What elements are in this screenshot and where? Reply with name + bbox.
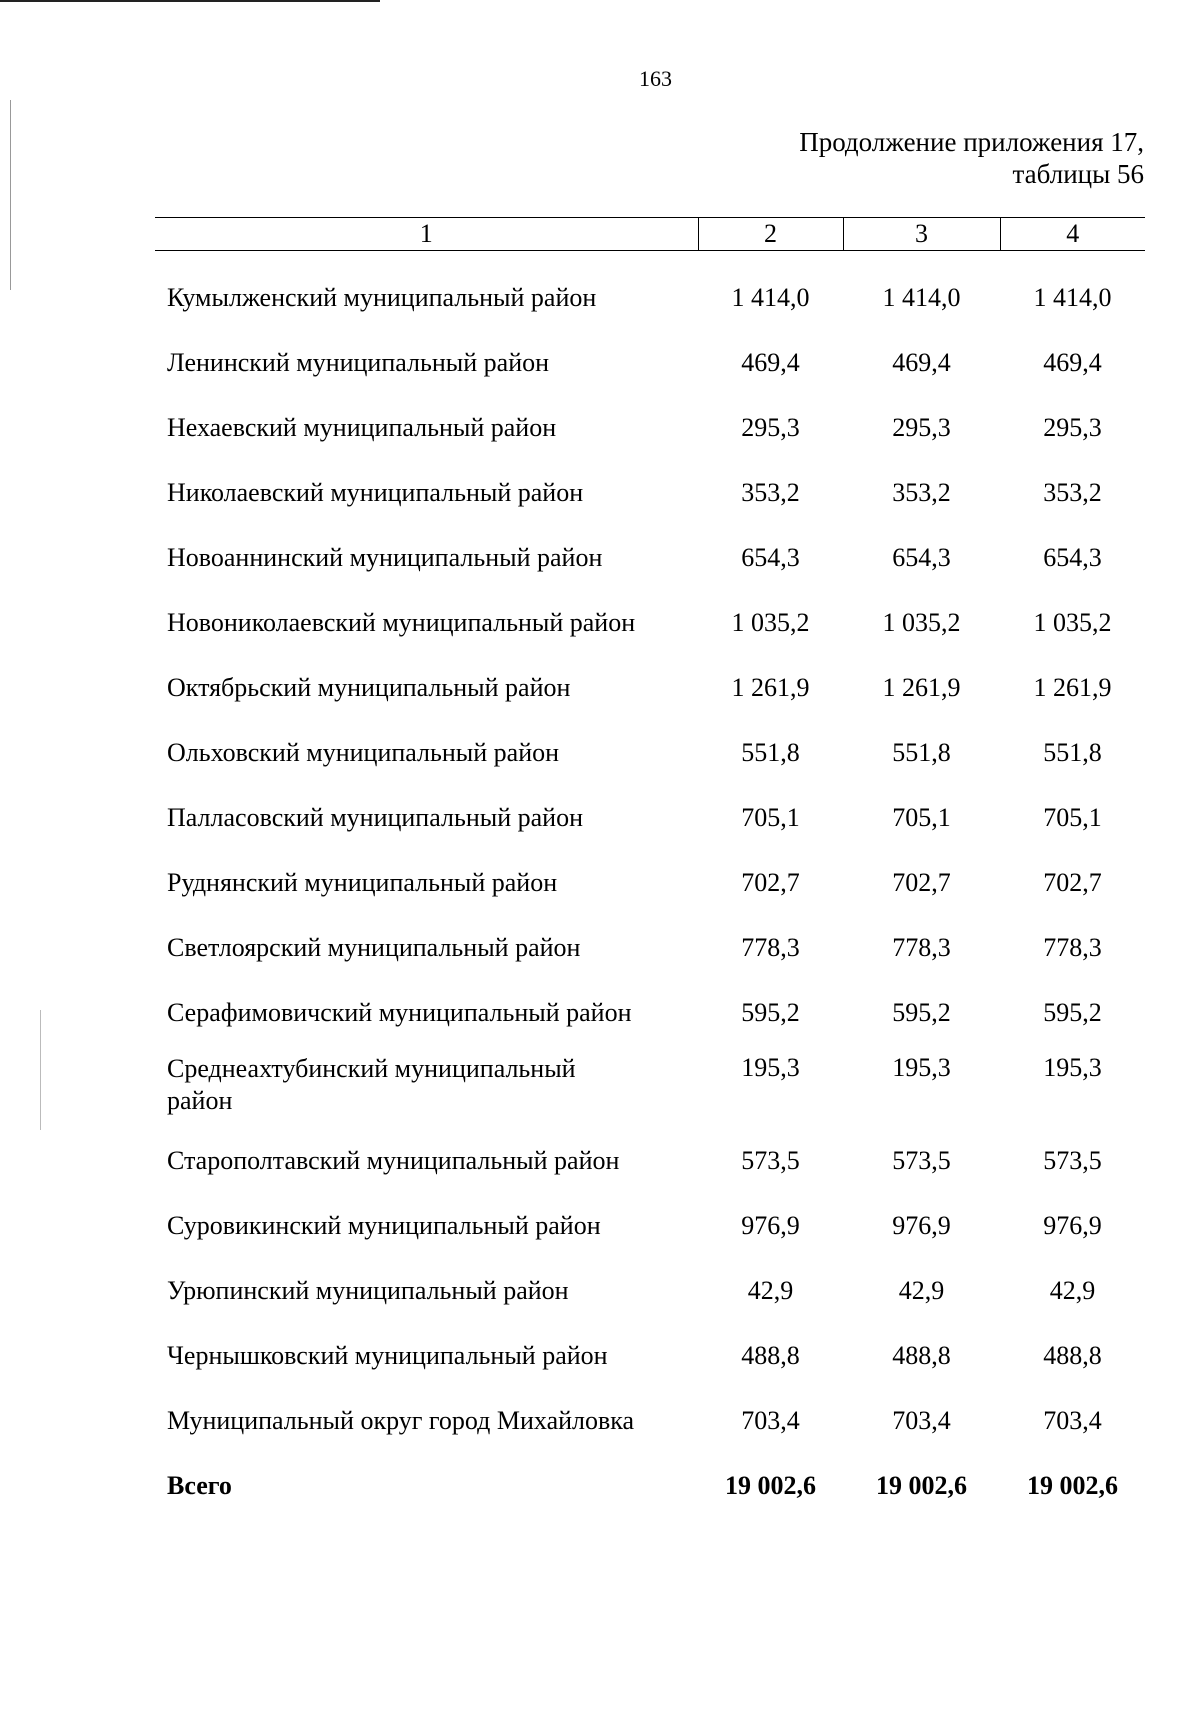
table-row — [155, 590, 1145, 655]
scan-edge-line — [40, 1010, 41, 1130]
row-value-col4: 551,8 — [1043, 737, 1102, 767]
row-value-col2: 295,3 — [741, 412, 800, 442]
row-name: Палласовский муниципальный район — [167, 802, 583, 832]
row-name: Кумылженский муниципальный район — [167, 282, 597, 312]
table-row — [155, 1045, 1145, 1128]
row-value-col4: 195,3 — [1043, 1053, 1102, 1082]
row-value-col2: 654,3 — [741, 542, 800, 572]
row-value-col3: 551,8 — [892, 737, 951, 767]
row-value-col3: 595,2 — [892, 997, 951, 1027]
table-row — [155, 1193, 1145, 1258]
row-value-col4: 654,3 — [1043, 542, 1102, 572]
row-value-col3: 1 035,2 — [882, 607, 961, 637]
row-name: Урюпинский муниципальный район — [167, 1275, 569, 1305]
row-value-col3: 295,3 — [892, 412, 951, 442]
row-value-col4: 295,3 — [1043, 412, 1102, 442]
row-value-col2: 551,8 — [741, 737, 800, 767]
row-value-col2: 573,5 — [741, 1145, 800, 1175]
row-value-col2: 1 261,9 — [731, 672, 810, 702]
column-header-3: 3 — [843, 218, 1000, 251]
row-value-col3: 469,4 — [892, 347, 951, 377]
row-value-col2: 469,4 — [741, 347, 800, 377]
page-number: 163 — [639, 66, 672, 91]
row-value-col4: 703,4 — [1043, 1405, 1102, 1435]
row-value-col4: 1 035,2 — [1033, 607, 1112, 637]
table-row — [155, 1323, 1145, 1388]
table-row — [155, 460, 1145, 525]
row-value-col2: 488,8 — [741, 1340, 800, 1370]
row-value-col3: 778,3 — [892, 932, 951, 962]
table-row — [155, 251, 1145, 331]
total-value-col2: 19 002,6 — [725, 1470, 816, 1500]
row-name: Суровикинский муниципальный район — [167, 1210, 601, 1240]
row-name: Новониколаевский муниципальный район — [167, 607, 636, 637]
row-name: Муниципальный округ город Михайловка — [167, 1405, 635, 1435]
table-row — [155, 720, 1145, 785]
row-value-col3: 976,9 — [892, 1210, 951, 1240]
table-row — [155, 525, 1145, 590]
table-row — [155, 850, 1145, 915]
row-value-col4: 488,8 — [1043, 1340, 1102, 1370]
row-name: Ленинский муниципальный район — [167, 347, 550, 377]
row-value-col4: 705,1 — [1043, 802, 1102, 832]
table-row — [155, 395, 1145, 460]
row-value-col4: 1 414,0 — [1033, 282, 1112, 312]
row-value-col3: 705,1 — [892, 802, 951, 832]
row-name: Старополтавский муниципальный район — [167, 1145, 620, 1175]
row-value-col4: 976,9 — [1043, 1210, 1102, 1240]
row-value-col4: 778,3 — [1043, 932, 1102, 962]
table-row — [155, 1258, 1145, 1323]
column-header-2: 2 — [698, 218, 843, 251]
table-row — [155, 1128, 1145, 1193]
row-name: Руднянский муниципальный район — [167, 867, 558, 897]
table-row — [155, 785, 1145, 850]
row-value-col2: 976,9 — [741, 1210, 800, 1240]
row-value-col3: 654,3 — [892, 542, 951, 572]
row-value-col3: 353,2 — [892, 477, 951, 507]
total-label: Всего — [167, 1470, 232, 1500]
row-name: Чернышковский муниципальный район — [167, 1340, 608, 1370]
row-value-col4: 702,7 — [1043, 867, 1102, 897]
row-value-col4: 42,9 — [1049, 1275, 1096, 1305]
table-row — [155, 655, 1145, 720]
row-name: Новоаннинский муниципальный район — [167, 542, 603, 572]
row-value-col4: 469,4 — [1043, 347, 1102, 377]
row-name: Светлоярский муниципальный район — [167, 932, 581, 962]
row-value-col3: 42,9 — [898, 1275, 945, 1305]
row-value-col4: 573,5 — [1043, 1145, 1102, 1175]
row-value-col2: 42,9 — [747, 1275, 794, 1305]
row-name: Николаевский муниципальный район — [167, 477, 584, 507]
row-value-col3: 703,4 — [892, 1405, 951, 1435]
row-name: Серафимовичский муниципальный район — [167, 997, 632, 1027]
appendix-caption — [799, 126, 1144, 190]
table-header — [155, 218, 1145, 251]
table-row — [155, 330, 1145, 395]
table-row — [155, 980, 1145, 1045]
total-row — [155, 1453, 1145, 1518]
row-value-col3: 573,5 — [892, 1145, 951, 1175]
total-value-col4: 19 002,6 — [1027, 1470, 1118, 1500]
row-value-col3: 488,8 — [892, 1340, 951, 1370]
row-value-col2: 195,3 — [741, 1053, 800, 1082]
row-value-col2: 1 414,0 — [731, 282, 810, 312]
row-value-col4: 1 261,9 — [1033, 672, 1112, 702]
row-name: Среднеахтубинский муниципальный район — [167, 1054, 576, 1115]
row-name: Ольховский муниципальный район — [167, 737, 560, 767]
row-value-col2: 778,3 — [741, 932, 800, 962]
row-value-col3: 1 261,9 — [882, 672, 961, 702]
row-value-col2: 705,1 — [741, 802, 800, 832]
data-table — [155, 217, 1145, 1518]
table-row — [155, 915, 1145, 980]
column-header-1: 1 — [155, 218, 698, 251]
scan-edge-line — [0, 0, 380, 2]
scan-edge-line — [10, 100, 11, 290]
table-row — [155, 1388, 1145, 1453]
row-name: Нехаевский муниципальный район — [167, 412, 557, 442]
row-value-col3: 1 414,0 — [882, 282, 961, 312]
row-value-col3: 195,3 — [892, 1053, 951, 1082]
row-value-col4: 595,2 — [1043, 997, 1102, 1027]
row-value-col2: 1 035,2 — [731, 607, 810, 637]
appendix-caption-line2: таблицы 56 — [1012, 159, 1144, 189]
row-value-col3: 702,7 — [892, 867, 951, 897]
row-value-col2: 702,7 — [741, 867, 800, 897]
row-value-col2: 595,2 — [741, 997, 800, 1027]
row-name: Октябрьский муниципальный район — [167, 672, 571, 702]
row-value-col2: 353,2 — [741, 477, 800, 507]
row-value-col4: 353,2 — [1043, 477, 1102, 507]
appendix-caption-line1: Продолжение приложения 17, — [799, 127, 1144, 157]
row-value-col2: 703,4 — [741, 1405, 800, 1435]
total-value-col3: 19 002,6 — [876, 1470, 967, 1500]
column-header-4: 4 — [1000, 218, 1145, 251]
